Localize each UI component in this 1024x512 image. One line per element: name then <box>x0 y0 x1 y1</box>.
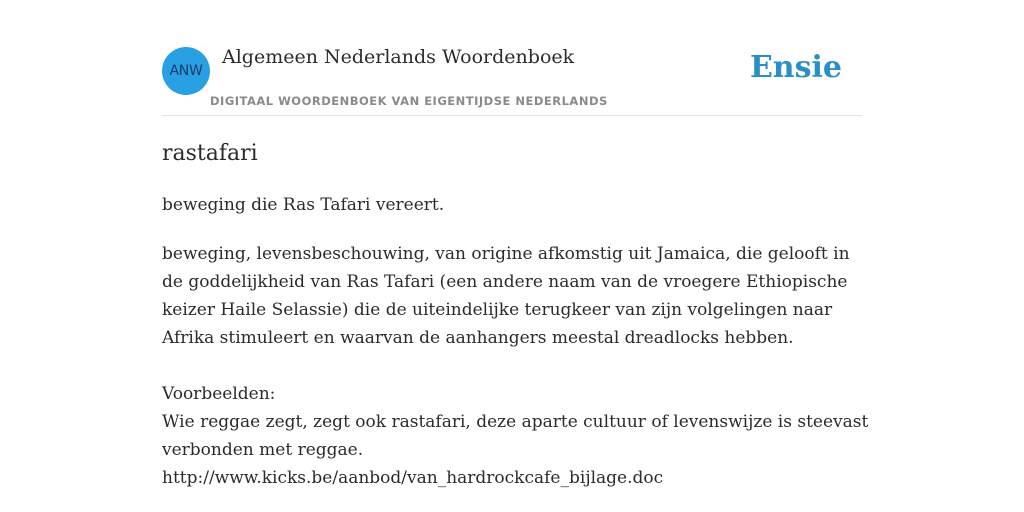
example-source: http://www.kicks.be/aanbod/van_hardrockcafe_bijlage.doc <box>162 468 664 488</box>
definition-line: Afrika stimuleert en waarvan de aanhangers meestal dreadlocks hebben. <box>162 328 794 348</box>
logo-text: ANW <box>169 63 203 79</box>
short-definition: beweging die Ras Tafari vereert. <box>162 195 445 215</box>
site-subtitle: DIGITAAL WOORDENBOEK VAN EIGENTIJDSE NEDERLANDS <box>210 94 608 108</box>
examples <box>162 408 869 492</box>
examples-label: Voorbeelden: <box>162 384 276 404</box>
definition-line: beweging, levensbeschouwing, van origine afkomstig uit Jamaica, die gelooft in <box>162 244 850 264</box>
site-title[interactable]: Algemeen Nederlands Woordenboek <box>222 46 575 68</box>
entry-word: rastafari <box>162 141 258 166</box>
definition-line: de goddelijkheid van Ras Tafari (een andere naam van de vroegere Ethiopische <box>162 272 848 292</box>
site-header <box>162 0 862 116</box>
ensie-brand-logo[interactable]: Ensie <box>749 50 842 85</box>
example-line: verbonden met reggae. <box>162 440 364 460</box>
definition-line: keizer Haile Selassie) die de uiteindelijke terugkeer van zijn volgelingen naar <box>162 300 833 320</box>
example-line: Wie reggae zegt, zegt ook rastafari, deze aparte cultuur of levenswijze is steevast <box>162 412 869 432</box>
page-container <box>162 0 869 512</box>
long-definition <box>162 240 862 352</box>
anw-logo[interactable] <box>162 47 210 95</box>
